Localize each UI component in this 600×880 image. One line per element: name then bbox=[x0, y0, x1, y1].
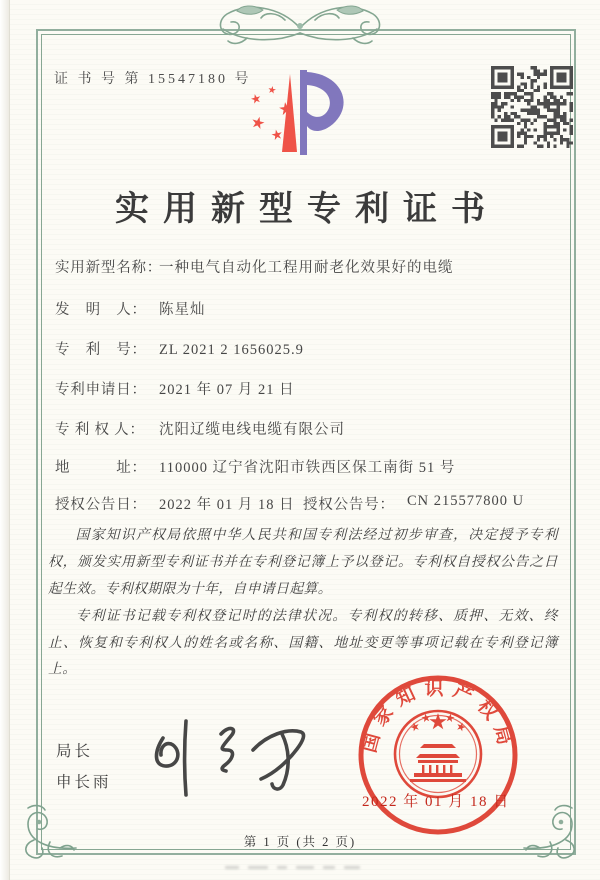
photo-scan-edge bbox=[0, 0, 10, 880]
field-label: 发 明 人： bbox=[55, 302, 147, 318]
field-label: 授权公告号： bbox=[303, 497, 395, 513]
signer-block bbox=[56, 736, 112, 798]
field-value: ZL 2021 2 1656025.9 bbox=[159, 342, 304, 358]
field-label: 专 利 号： bbox=[55, 342, 147, 358]
field-value: 2021 年 07 月 21 日 bbox=[159, 382, 295, 398]
director-name: 申长雨 bbox=[56, 774, 112, 791]
field-row-patentee bbox=[55, 418, 565, 439]
field-label: 授权公告日： bbox=[55, 497, 147, 513]
bleed-through-marks bbox=[225, 866, 360, 869]
granted-paragraph-1: 国家知识产权局依照中华人民共和国专利法经过初步审查，决定授予专利权，颁发实用新型专利证书并在专利登记簿上予以登记。专利权自授权公告之日起生效。专利权期限为十年，自申请日起算。 bbox=[48, 527, 558, 596]
field-label: 专利申请日： bbox=[55, 382, 147, 398]
field-row-address bbox=[55, 456, 565, 477]
director-signature bbox=[125, 708, 325, 808]
field-value: 一种电气自动化工程用耐老化效果好的电缆 bbox=[159, 260, 454, 276]
qr-code bbox=[491, 66, 573, 148]
national-emblem-icon bbox=[395, 711, 481, 797]
field-row-grant bbox=[55, 493, 565, 514]
page-footer: 第 1 页 (共 2 页) bbox=[243, 835, 357, 849]
field-value: 2022 年 01 月 18 日 bbox=[159, 497, 295, 513]
seal-date: 2022 年 01 月 18 日 bbox=[362, 794, 510, 810]
legal-paragraphs bbox=[48, 522, 558, 683]
official-seal bbox=[352, 670, 524, 842]
cnipa-logo-icon bbox=[243, 60, 359, 168]
field-value: 110000 辽宁省沈阳市铁西区保工南街 51 号 bbox=[159, 460, 456, 476]
field-row-inventor bbox=[55, 298, 565, 319]
field-label: 专 利 权 人： bbox=[55, 422, 145, 438]
field-value: 沈阳辽缆电线电缆有限公司 bbox=[159, 422, 345, 438]
field-row-patent-no bbox=[55, 338, 565, 359]
certificate-title: 实用新型专利证书 bbox=[115, 191, 499, 228]
seal-ring-text: 国家知识产权局 bbox=[359, 678, 517, 755]
director-title: 局长 bbox=[56, 743, 94, 760]
certificate-number: 证 书 号 第 15547180 号 bbox=[54, 72, 252, 87]
field-row-filing-date bbox=[55, 378, 565, 399]
field-value: 陈星灿 bbox=[159, 302, 206, 318]
granted-paragraph-2: 专利证书记载专利权登记时的法律状况。专利权的转移、质押、无效、终止、恢复和专利权人的姓名或名称、国籍、地址变更等事项记载在专利登记簿上。 bbox=[48, 607, 558, 677]
field-label: 地 址： bbox=[55, 460, 147, 476]
field-value: CN 215577800 U bbox=[407, 493, 525, 509]
field-row-name bbox=[55, 256, 565, 277]
field-label: 实用新型名称： bbox=[55, 260, 163, 276]
